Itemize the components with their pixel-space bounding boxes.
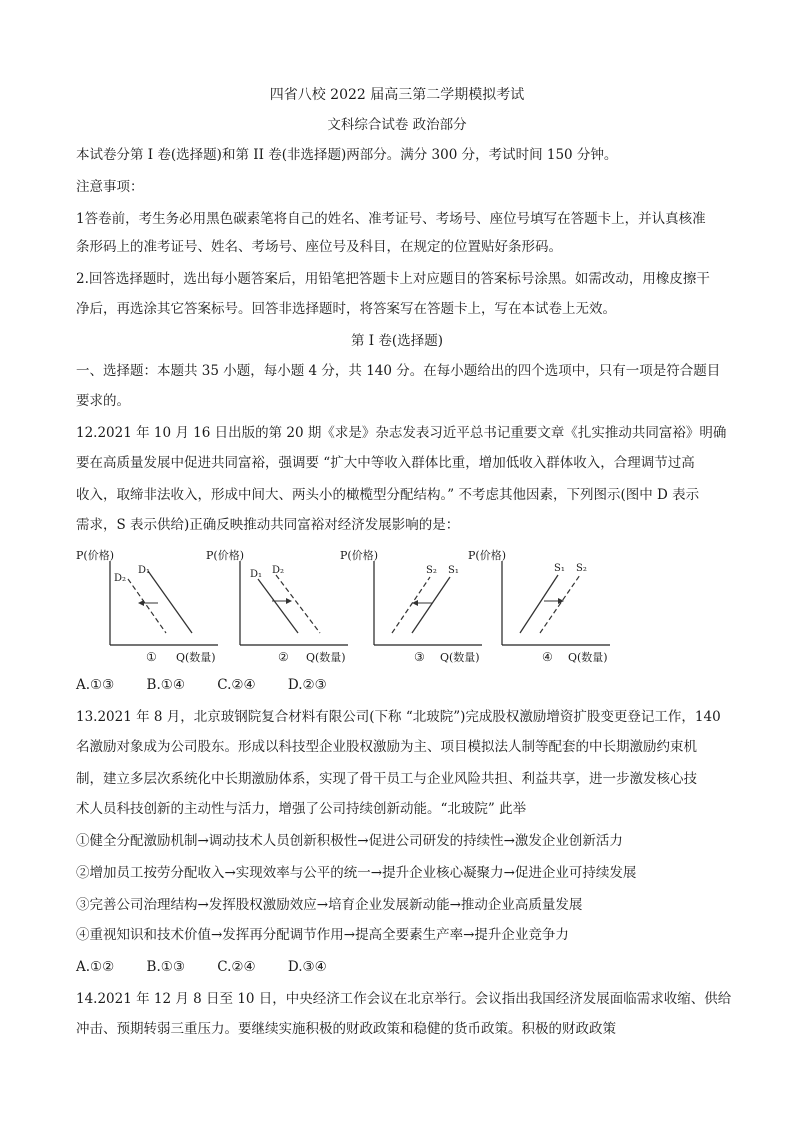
y-axis-label: P(价格) [340, 549, 378, 562]
chart-2 [206, 545, 356, 670]
chart-number: ② [278, 650, 289, 664]
series-label: S₂ [426, 565, 437, 576]
q14-line-2: 冲击、预期转弱三重压力。要继续实施积极的财政政策和稳健的货币政策。积极的财政政策 [76, 1021, 616, 1037]
q13-line-4: 术人员科技创新的主动性与活力，增强了公司持续创新动能。“北玻院” 此举 [76, 801, 527, 817]
series-label: D₁ [138, 565, 151, 576]
exam-subtitle: 文科综合试卷 政治部分 [327, 117, 467, 133]
y-axis-label: P(价格) [76, 549, 114, 562]
note-2-line-1: 2.回答选择题时，选出每小题答案后，用铅笔把答题卡上对应题目的答案标号涂黑。如需改动，用橡皮擦干 [76, 271, 710, 287]
q13-line-2: 名激励对象成为公司股东。形成以科技型企业股权激励为主、项目模拟法人制等配套的中长期激励约束机 [76, 739, 697, 755]
chart-number: ③ [414, 650, 425, 664]
arrow-head [138, 600, 144, 606]
y-axis-label: P(价格) [206, 549, 244, 562]
series-line-solid [520, 575, 558, 633]
intro-text: 本试卷分第 I 卷(选择题)和第 II 卷(非选择题)两部分。满分 300 分，考试时间 150 分钟。 [76, 147, 618, 163]
series-line-solid [258, 579, 298, 633]
series-label: S₂ [576, 563, 587, 574]
q12-line-4: 需求，S 表示供给)正确反映推动共同富裕对经济发展影响的是： [76, 517, 460, 533]
q12-option-d: D.②③ [287, 677, 327, 693]
chart-1 [76, 545, 226, 670]
series-label: D₂ [272, 565, 285, 576]
q13-choice-2: ②增加员工按劳分配收入→实现效率与公平的统一→提升企业核心凝聚力→促进企业可持续发展 [76, 865, 637, 881]
section-instructions-line-2: 要求的。 [76, 393, 130, 409]
x-axis-label: Q(数量) [440, 651, 480, 664]
note-1-line-2: 条形码上的准考证号、姓名、考场号、座位号及科目，在规定的位置贴好条形码。 [76, 239, 562, 255]
chart-number: ① [146, 650, 157, 664]
series-line-solid [148, 571, 192, 633]
section-instructions-line-1: 一、选择题：本题共 35 小题，每小题 4 分，共 140 分。在每小题给出的四个选项中，只有一项是符合题目 [76, 363, 721, 379]
q13-option-b: B.①③ [146, 959, 185, 975]
exam-title: 四省八校 2022 届高三第二学期模拟考试 [269, 87, 525, 103]
section-title: 第 I 卷(选择题) [351, 333, 443, 349]
q12-options [76, 676, 355, 694]
q12-option-c: C.②④ [217, 677, 256, 693]
series-label: S₁ [554, 563, 565, 574]
q13-option-a: A.①② [76, 959, 115, 975]
note-2-line-2: 净后，再选涂其它答案标号。回答非选择题时，将答案写在答题卡上，写在本试卷上无效。 [76, 301, 616, 317]
q13-line-1: 13.2021 年 8 月，北京玻钢院复合材料有限公司(下称 “北玻院”)完成股权激励增资扩股变更登记工作，140 [76, 709, 721, 725]
series-label: D₁ [250, 569, 263, 580]
arrow-head [412, 600, 418, 606]
q13-options [76, 958, 355, 976]
q12-line-3: 收入，取缔非法收入，形成中间大、两头小的橄榄型分配结构。” 不考虑其他因素，下列图示(图中 D 表示 [76, 487, 700, 503]
arrow-head [286, 598, 292, 604]
x-axis-label: Q(数量) [568, 651, 608, 664]
note-1-line-1: 1答卷前，考生务必用黑色碳素笔将自己的姓名、准考证号、考场号、座位号填写在答题卡上，并认真核准 [76, 211, 706, 227]
q13-option-d: D.③④ [287, 959, 327, 975]
series-line-dashed [128, 579, 166, 633]
series-line-dashed [276, 575, 320, 633]
q12-option-a: A.①③ [76, 677, 115, 693]
chart-number: ④ [542, 650, 553, 664]
x-axis-label: Q(数量) [176, 651, 216, 664]
q13-choice-1: ①健全分配激励机制→调动技术人员创新积极性→促进公司研发的持续性→激发企业创新活力 [76, 833, 623, 849]
notes-heading: 注意事项： [76, 179, 144, 195]
q13-choice-3: ③完善公司治理结构→发挥股权激励效应→培育企业发展新动能→推动企业高质量发展 [76, 897, 583, 913]
q12-line-2: 要在高质量发展中促进共同富裕，强调要 “扩大中等收入群体比重，增加低收入群体收入，合理调节过高 [76, 455, 695, 471]
q13-line-3: 制，建立多层次系统化中长期激励体系，实现了骨干员工与企业风险共担、利益共享，进一步激发核心技 [76, 771, 697, 787]
q12-line-1: 12.2021 年 10 月 16 日出版的第 20 期《求是》杂志发表习近平总书记重要文章《扎实推动共同富裕》明确 [76, 425, 727, 441]
series-line-dashed [392, 577, 430, 633]
x-axis-label: Q(数量) [306, 651, 346, 664]
q12-option-b: B.①④ [146, 677, 185, 693]
series-line-dashed [540, 575, 580, 633]
chart-4 [468, 545, 618, 670]
q13-option-c: C.②④ [217, 959, 256, 975]
q14-line-1: 14.2021 年 12 月 8 日至 10 日，中央经济工作会议在北京举行。会议指出我国经济发展面临需求收缩、供给 [76, 991, 732, 1007]
q13-choice-4: ④重视知识和技术价值→发挥再分配调节作用→提高全要素生产率→提升企业竞争力 [76, 927, 569, 943]
series-label: S₁ [448, 565, 459, 576]
y-axis-label: P(价格) [468, 549, 506, 562]
series-label: D₂ [114, 573, 127, 584]
